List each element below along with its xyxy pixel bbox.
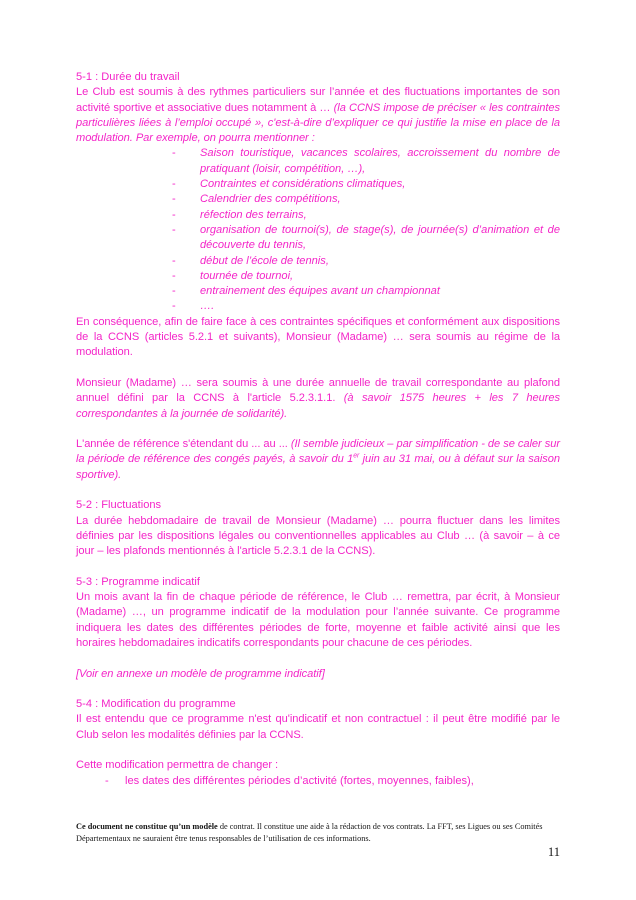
list-item (172, 254, 560, 269)
spacer (76, 743, 560, 758)
list-item-text: organisation de tournoi(s), de stage(s), de journée(s) d’animation et de découverte du tennis, (200, 223, 560, 252)
paragraph-5-2-body: La durée hebdomadaire de travail de Monsieur (Madame) … pourra fluctuer dans les limites définies par les dispositions légales ou conventionnelles applicables au Club … (à savoir – à ce jour – les plafonds mentionnés à l'article 5.2.3.1 de la CCNS). (76, 514, 560, 558)
footer-bold-text: Ce document ne constitue qu’un modèle (76, 822, 218, 831)
list-item (105, 774, 560, 789)
paragraph-5-4-body: Il est entendu que ce programme n'est qu'indicatif et non contractuel : il peut être modifié par le Club selon les modalités définies par la CCNS. (76, 713, 560, 741)
list-item-text: entrainement des équipes avant un championnat (200, 285, 440, 298)
spacer (76, 361, 560, 376)
list-item-text: Calendrier des compétitions, (200, 193, 341, 206)
plafond-italic-text: (à savoir 1575 heures + les 7 heures correspondantes à la journée de solidarité). (76, 392, 560, 420)
footer-regular-text: de contrat. Il constitue une aide à la rédaction de vos contrats. La FFT, ses Ligues ou ses Comités Départementaux ne sauraient être tenus responsables de l’utilisation de ces informations. (76, 822, 543, 843)
intro-regular-text: Le Club est soumis à des rythmes particuliers sur l’année et des fluctuations importantes de son activité sportive et associative dues notamment à … (76, 86, 560, 114)
list-item-text: réfection des terrains, (200, 208, 307, 221)
list-item (172, 284, 560, 299)
list-item-text: Saison touristique, vacances scolaires, accroissement du nombre de pratiquant (loisir, compétition, …), (200, 147, 560, 175)
paragraph-consequence: En conséquence, afin de faire face à ces contraintes spécifiques et conformément aux dispositions de la CCNS (articles 5.2.1 et suivants), Monsieur (Madame) … sera soumis au régime de la modulation. (76, 315, 560, 359)
footer-disclaimer (76, 821, 567, 844)
section-heading-5-4: 5-4 : Modification du programme (76, 698, 236, 711)
ordinal-suffix: er (353, 452, 360, 460)
reference-italic-text-a: (Il semble judicieux – par simplification - de se caler sur la période de référence des congés payés, à savoir du 1 (76, 438, 560, 466)
spacer (76, 651, 560, 666)
section-heading-5-1: 5-1 : Durée du travail (76, 71, 180, 83)
section-heading-5-3: 5-3 : Programme indicatif (76, 575, 200, 588)
reference-regular-text: L'année de référence s'étendant du ... au ... (76, 438, 291, 451)
annex-note: [Voir en annexe un modèle de programme indicatif] (76, 667, 325, 680)
intro-italic-text: (la CCNS impose de préciser « les contraintes particulières liées à l’emploi occupé », c'est-à-dire d’expliquer ce qui justifie la mise en place de la modulation. Par exemple, on pourra mentionner : (76, 101, 560, 145)
list-item-text: Contraintes et considérations climatiques, (200, 178, 406, 191)
spacer (76, 422, 560, 437)
paragraph-5-3-body: Un mois avant la fin de chaque période de référence, le Club … remettra, par écrit, à Monsieur (Madame) …, un programme indicatif de la modulation pour l’année suivante. Ce programme indiquera les dates des différentes périodes de forte, moyenne et faible activité ainsi que les horaires hebdomadaires indicatifs correspondants pour chacune de ces périodes. (76, 591, 560, 649)
list-item (172, 223, 560, 254)
page-number: 11 (547, 845, 560, 859)
spacer (76, 483, 560, 498)
paragraph-reference-year (76, 437, 560, 483)
list-item-text: les dates des différentes périodes d’activité (fortes, moyennes, faibles), (125, 774, 474, 787)
list-item (172, 177, 560, 192)
bullet-list-5-1 (76, 146, 560, 314)
section-heading-5-2: 5-2 : Fluctuations (76, 499, 162, 512)
list-item-text: tournée de tournoi, (200, 269, 294, 282)
list-item-text: …. (200, 300, 215, 313)
list-item (172, 269, 560, 284)
list-item (172, 208, 560, 223)
list-item (172, 299, 560, 314)
spacer (76, 682, 560, 697)
reference-italic-text-b: juin au 31 mai, ou à défaut sur la saison sportive). (76, 453, 560, 481)
paragraph-5-4-lead-in: Cette modification permettra de changer : (76, 759, 279, 772)
paragraph-plafond (76, 376, 560, 422)
list-item (172, 146, 560, 177)
list-item-text: début de l’école de tennis, (200, 254, 329, 267)
list-item (172, 192, 560, 207)
document-body (76, 70, 560, 789)
bullet-list-5-4 (76, 774, 560, 789)
plafond-regular-text: Monsieur (Madame) … sera soumis à une durée annuelle de travail correspondante au plafond annuel défini par la CCNS à l'article 5.2.3.1.1. (76, 376, 560, 405)
paragraph-5-1-intro (76, 85, 560, 146)
spacer (76, 560, 560, 575)
